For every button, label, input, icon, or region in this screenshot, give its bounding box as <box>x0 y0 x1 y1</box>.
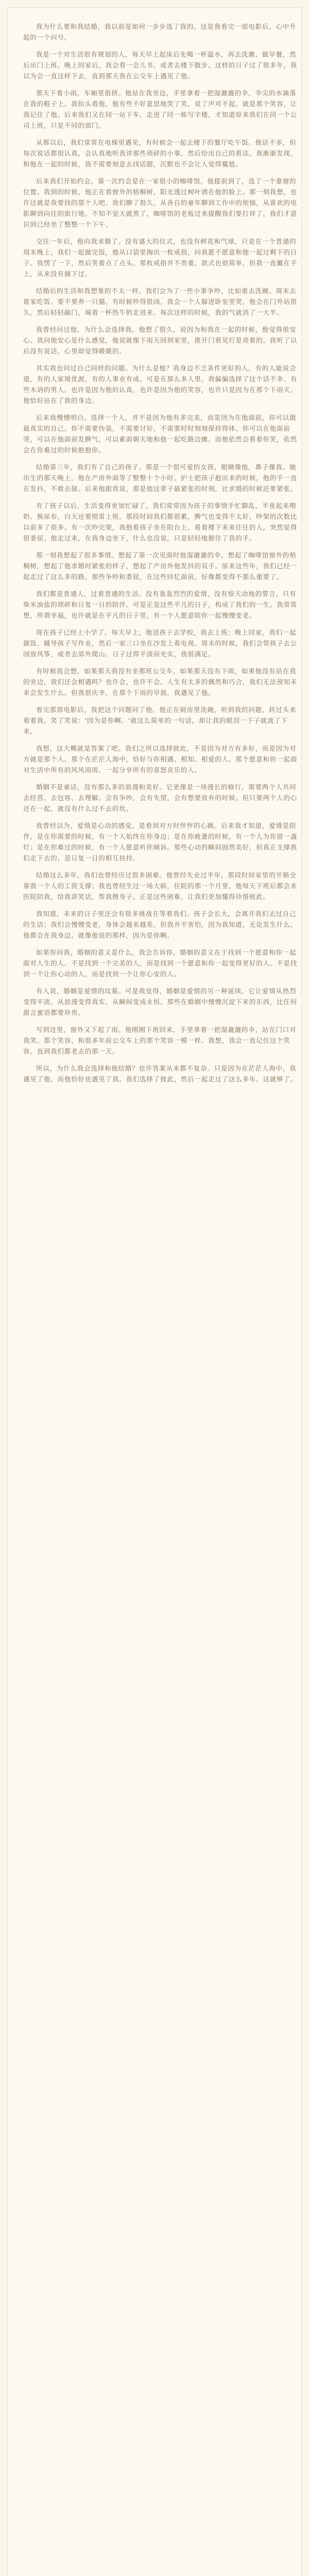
article-paragraph: 结婚后的生活和我想象的不太一样。我们会为了一些小事争吵，比如谁去洗碗、周末去谁家吃饭、要不要养一只猫。有时候吵得很凶，我会一个人躲进卧室里哭，他会在门外站很久，然后轻轻敲门，端着一杯热牛奶走进来。每次这样的时候，我的气就消了一大半。 <box>23 287 298 316</box>
article-paragraph: 现在孩子已经上小学了。每天早上，他送孩子去学校，我去上班；晚上回家，我们一起做饭、辅导孩子写作业，然后一家三口坐在沙发上看电视。周末的时候，我们会带孩子去公园放风筝，或者去郊外爬山。日子过得平淡而充实，我很满足。 <box>23 629 298 658</box>
article-paragraph: 结婚第三年，我们有了自己的孩子。那是一个很可爱的女孩，眼睛像他，鼻子像我。她出生的那天晚上，他在产房外面等了整整十个小时。护士把孩子抱出来的时候，他的手一直在发抖，不敢去接。后来他跟我说，那是他这辈子最紧张的时刻，比求婚的时候还要紧张。 <box>23 463 298 493</box>
article-paragraph: 我们都是普通人，过着普通的生活。没有轰轰烈烈的爱情，没有惊天动地的誓言，只有柴米油盐的琐碎和日复一日的陪伴。可是正是这些平凡的日子，构成了我们的一生。我常常想，所谓幸福，也许就是在平凡的日子里，有一个人愿意陪你一起慢慢变老。 <box>23 590 298 619</box>
article-paragraph: 结婚这么多年，我们也曾经历过很多困难。他曾经失业过半年，那段时间家里的开销全靠我一个人的工资支撑；我也曾经生过一场大病，住院的那一个月里，他每天下班后都会来医院陪我，给我讲笑话，帮我擦身子。正是这些困难，让我们更加懂得珍惜彼此。 <box>23 871 298 901</box>
article-paragraph: 有人说，婚姻是爱情的坟墓。可是我觉得，婚姻是爱情的另一种延续。它让爱情从热烈变得平淡，从浪漫变得真实，从瞬间变成永恒。那些在婚姻中慢慢沉淀下来的东西，比任何甜言蜜语都要珍贵。 <box>23 987 298 1016</box>
article-paragraph: 我想，这大概就是答案了吧。我们之所以选择彼此，不是因为对方有多好，而是因为对方就是那个人。那个在茫茫人海中，恰好与你相遇、相知、相爱的人。那个愿意和你一起面对生活中所有的风风雨雨、一起分享所有的喜怒哀乐的人。 <box>23 744 298 774</box>
article-paragraph: 看完那部电影后，我把这个问题问了他。他正在厨房里洗碗，听到我的问题，转过头来看着我，笑了笑说：'因为是你啊。'就这么简单的一句话，却让我的眼泪一下子就流了下来。 <box>23 706 297 735</box>
article-paragraph: 有时候我会想，如果那天我没有坐那班公交车，如果那天没有下雨，如果他没有站在我的旁边，我们还会相遇吗？也许会，也许不会。人生有太多的偶然和巧合，我们无法预知未来会发生什么。但我很庆幸，在那个下雨的早晨，我遇见了他。 <box>23 667 298 697</box>
article-paragraph: 我曾经以为，爱情是心动的感觉，是看到对方时怦怦的心跳。后来我才知道，爱情是陪伴，是在你需要的时候，有一个人始终在你身边；是在你疲惫的时候，有一个人为你留一盏灯；是在你难过的时候，有一个人愿意听你倾诉。那些心动的瞬间固然美好，但真正支撑我们走下去的，是日复一日的相互扶持。 <box>23 822 298 862</box>
article-paragraph: 我知道，未来的日子里还会有很多挑战在等着我们。孩子会长大，会离开我们去过自己的生活；我们会慢慢变老，身体会越来越差。但我并不害怕，因为我知道，无论发生什么，他都会在我身边。就像他说的那样，因为是你啊。 <box>23 910 298 939</box>
article-paragraph: 我为什么要和我结婚，我以前是如何一步步选了我的。这是我看完一部电影后，心中升起的一个问号。 <box>23 23 297 41</box>
article-paragraph: 写到这里，窗外又下起了雨。他刚刚下班回来，手里拿着一把湿漉漉的伞，站在门口对我笑。那个笑容，和很多年前公交车上的那个笑容一模一样。我想，我会一直记住这个笑容，直到我们都老去的那一天。 <box>23 1026 297 1055</box>
article-paragraph: 其实我也问过自己同样的问题。为什么是他？我身边不乏条件更好的人，有的人能说会道，有的人家境优渥，有的人事业有成。可是在那么多人里，我偏偏选择了这个话不多、有些木讷的男人。也许是因为他的认真，也许是因为他的笑容，也许只是因为在那个下雨天，他恰好站在了我的身边。 <box>23 364 298 404</box>
article-paragraph: 那一刻我想起了很多事情。想起了第一次见面时他湿漉漉的伞，想起了咖啡馆窗外的梧桐树，想起了他求婚时紧张的样子，想起了产房外他发抖的双手。原来这些年，我们已经一起走过了这么多的路。那些争吵和委屈，在这些回忆面前，好像都变得不那么重要了。 <box>23 551 298 581</box>
article-frame <box>7 7 302 2576</box>
article-paragraph: 我曾经问过他，为什么会选择我。他想了很久，说因为和我在一起的时候，他觉得很安心。我问他安心是什么感觉，他说就像下雨天回到家里，推开门看见灯是亮着的。我听了以后没有说话，心里却觉得暖暖的。 <box>23 326 298 355</box>
article-paragraph: 我是一个对生活很有规划的人，每天早上起床后先喝一杯温水，再去洗漱、做早餐，然后出门上班。晚上回家后，我会看一会儿书，或者去楼下散步。这样的日子过了很多年，我以为会一直这样下去，直到那天我在公交车上遇见了他。 <box>23 50 298 80</box>
article-paragraph: 婚姻不是童话，没有那么多的浪漫和美好。它更像是一场漫长的修行，需要两个人共同去经营、去包容、去理解。会有争吵，会有失望，会有想要放弃的时候。但只要两个人的心还在一起，就没有什么过不去的坎。 <box>23 783 298 812</box>
article-paragraph: 从那以后，我们常常在电梯里遇见，有时候会一起去楼下的餐厅吃午饭。他话不多，但每次说话都很认真，会认真地听我讲那些琐碎的小事，然后给出自己的看法。我渐渐发现，和他在一起的时候，我不需要刻意去找话题，沉默也不会让人觉得尴尬。 <box>23 139 298 168</box>
article-paragraph: 后来我慢慢明白，选择一个人，并不是因为他有多完美，而是因为在他面前，你可以做最真实的自己。你不需要伪装，不需要讨好，不需要时时刻刻保持得体。你可以在他面前哭，可以在他面前发脾气，可以素面朝天地和他一起吃路边摊。而他依然会看着你笑，依然会在你难过的时候抱抱你。 <box>23 414 298 454</box>
article-paragraph: 交往一年后，他向我求婚了。没有盛大的仪式，也没有鲜花和气球，只是在一个普通的周末晚上，我们一起做完饭，他从口袋里掏出一枚戒指，问我愿不愿意和他一起过剩下的日子。我愣了一下，然后笑着点了点头。那枚戒指并不贵重，款式也很简单，但我一直戴在手上，从来没有摘下过。 <box>23 238 298 278</box>
article-paragraph: 后来我们开始约会。第一次约会是在一家很小的咖啡馆，他提前到了，选了一个靠窗的位置。我到的时候，他正在看窗外的梧桐树，阳光透过树叶洒在他的脸上。那一刻我想，也许这就是我要找的那个人吧。我们聊了很久，从各自的童年聊到工作中的烦恼，从喜欢的电影聊到向往的旅行地。不知不觉天就黑了，咖啡馆的老板过来提醒我们要打烊了，我们才意识到已经坐了整整一个下午。 <box>23 177 298 228</box>
article-paragraph: 那天下着小雨，车厢里很挤。他站在我旁边，手里拿着一把湿漉漉的伞，伞尖的水滴落在我的鞋子上。我抬头看他，他有些不好意思地笑了笑，说了声对不起。就是那个笑容，让我记住了他。后来我们又在同一站下车，走进了同一栋写字楼，才知道原来我们在同一个公司上班，只是不同的部门。 <box>23 89 298 129</box>
article-paragraph: 所以，为什么我会选择和他结婚？也许答案从来都不复杂。只是因为在茫茫人海中，我遇见了他，而他恰好也遇见了我。我们选择了彼此，然后一起走过了这么多年。这就够了。 <box>23 1064 298 1083</box>
article-content <box>23 21 301 2576</box>
article-paragraph: 有了孩子以后，生活变得更加忙碌了。我们常常因为孩子的事情手忙脚乱，半夜起来喂奶、换尿布，白天还要照常上班。那段时间我们都很累，脾气也变得不太好，吵架的次数比以前多了很多。有一次吵完架，我抱着孩子坐在阳台上，看着楼下来来往往的人，突然觉得很委屈。他走过来，在我身边坐下，什么也没说，只是轻轻地握住了我的手。 <box>23 502 298 542</box>
article-paragraph: 如果你问我，婚姻的意义是什么，我会告诉你，婚姻的意义在于找到一个愿意和你一起面对人生的人。不是找到一个完美的人，而是找到一个愿意和你一起变得更好的人。不是找到一个让你心动的人，而是找到一个让你心安的人。 <box>23 948 298 978</box>
